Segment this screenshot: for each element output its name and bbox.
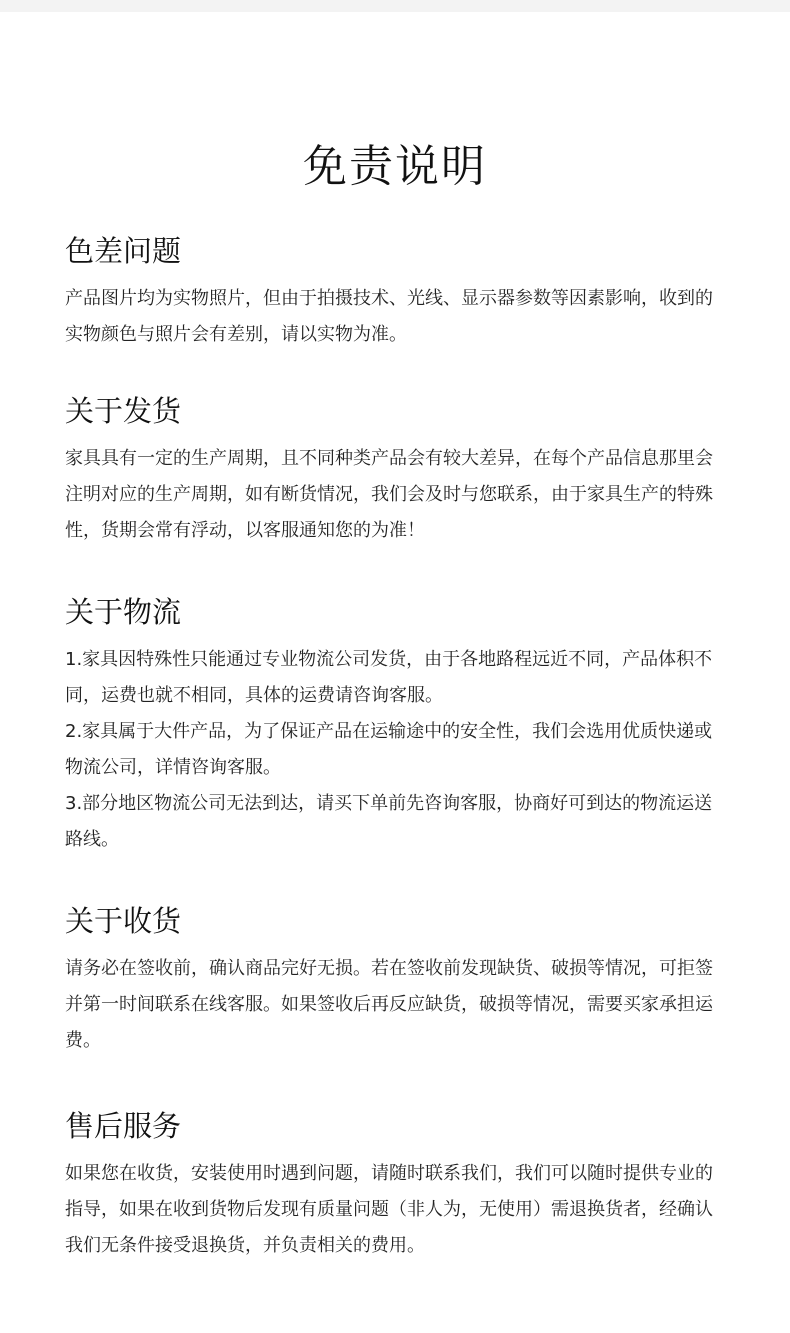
paragraph: 1.家具因特殊性只能通过专业物流公司发货，由于各地路程远近不同，产品体积不同，运费也就不相同，具体的运费请咨询客服。: [65, 649, 713, 706]
section-color-difference: [65, 231, 725, 353]
section-receiving: [65, 901, 725, 1059]
top-strip: [0, 0, 790, 12]
section-body: [65, 441, 725, 549]
section-logistics: [65, 592, 725, 858]
section-heading: 关于收货: [65, 904, 182, 938]
paragraph: 家具具有一定的生产周期，且不同种类产品会有较大差异，在每个产品信息那里会注明对应的生产周期，如有断货情况，我们会及时与您联系，由于家具生产的特殊性，货期会常有浮动，以客服通知您的为准！: [65, 448, 713, 541]
paragraph: 2.家具属于大件产品，为了保证产品在运输途中的安全性，我们会选用优质快递或物流公司，详情咨询客服。: [65, 721, 713, 778]
paragraph: 3.部分地区物流公司无法到达，请买下单前先咨询客服，协商好可到达的物流运送路线。: [65, 793, 713, 850]
section-body: [65, 281, 725, 353]
section-heading: 关于发货: [65, 394, 182, 428]
section-heading: 关于物流: [65, 595, 182, 629]
paragraph: 如果您在收货，安装使用时遇到问题，请随时联系我们，我们可以随时提供专业的指导，如果在收到货物后发现有质量问题（非人为，无使用）需退换货者，经确认我们无条件接受退换货，并负责相关的费用。: [65, 1163, 713, 1256]
section-heading: 售后服务: [65, 1109, 182, 1143]
paragraph: 产品图片均为实物照片，但由于拍摄技术、光线、显示器参数等因素影响，收到的实物颜色与照片会有差别，请以实物为准。: [65, 288, 713, 345]
section-body: [65, 642, 725, 858]
section-body: [65, 951, 725, 1059]
section-after-sales: [65, 1106, 725, 1264]
section-body: [65, 1156, 725, 1264]
paragraph: 请务必在签收前，确认商品完好无损。若在签收前发现缺货、破损等情况，可拒签并第一时间联系在线客服。如果签收后再反应缺货，破损等情况，需要买家承担运费。: [65, 958, 713, 1051]
page-title: 免责说明: [303, 141, 487, 193]
section-shipping: [65, 391, 725, 549]
section-heading: 色差问题: [65, 234, 182, 268]
